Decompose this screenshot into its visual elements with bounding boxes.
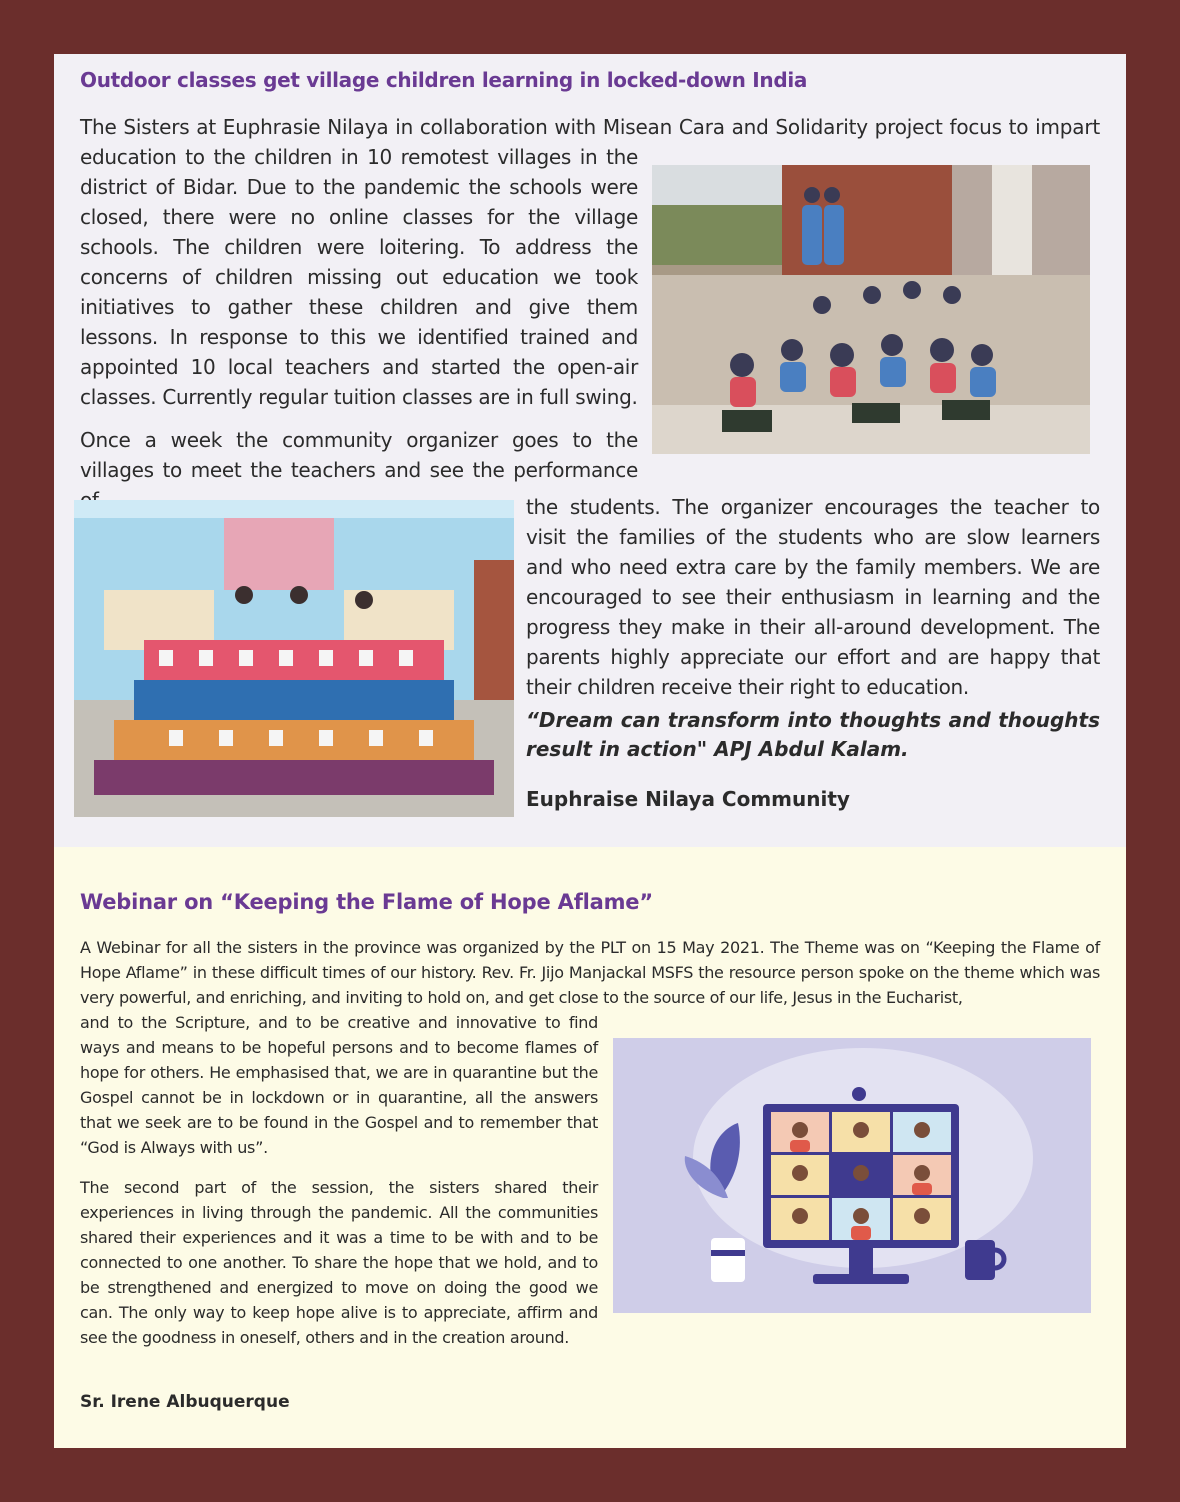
signature: Euphraise Nilaya Community <box>526 787 850 811</box>
paragraph: The second part of the session, the sisters shared their experiences in living through the pandemic. All the communities shared their experiences and it was a time to be with and to be connected to one another. To share the hope that we hold, and to be strengthened and energized to move on doing the good we can. The only way to keep hope alive is to appreciate, affirm and see the goodness in oneself, others and in the creation around. <box>80 1178 598 1347</box>
photo-outdoor-class <box>652 165 1090 454</box>
paragraph: education to the children in 10 remotest villages in the district of Bidar. Due to the pandemic the schools were closed, there were no online classes for the village schools. The children were loitering. To address the concerns of children missing out education we took initiatives to gather these children and give them lessons. In response to this we identified trained and appointed 10 local teachers and started the open-air classes. Currently regular tuition classes are in full swing. <box>80 145 638 409</box>
article-title: Outdoor classes get village children learning in locked-down India <box>80 68 808 92</box>
article-intro-line <box>80 112 1100 142</box>
paragraph: A Webinar for all the sisters in the province was organized by the PLT on 15 May 2021. The Theme was on “Keeping the Flame of Hope Aflame” in these difficult times of our history. Rev. Fr. Jijo Manjackal MSFS the resource person spoke on the theme which was very powerful, and enriching, and inviting to hold on, and get close to the source of our life, Jesus in the Eucharist, <box>80 938 1100 1007</box>
article-right-column <box>526 492 1100 702</box>
photo-group-students <box>74 500 514 817</box>
article-left-column <box>80 142 638 528</box>
paragraph: and to the Scripture, and to be creative and innovative to find ways and means to be hopeful persons and to become flames of hope for others. He emphasised that, we are in quarantine but the Gospel cannot be in lockdown or in quarantine, all the answers that we seek are to be found in the Gospel and to remember that “God is Always with us”. <box>80 1013 598 1157</box>
article-outdoor-classes <box>54 54 1126 847</box>
paragraph: the students. The organizer encourages the teacher to visit the families of the students who are slow learners and who need extra care by the family members. We are encouraged to see their enthusiasm in learning and the progress they make in their all-around development. The parents highly appreciate our effort and are happy that their children receive their right to education. <box>526 495 1100 699</box>
paragraph: Once a week the community organizer goes to the villages to meet the teachers and see the performance <box>80 428 638 482</box>
illustration-video-call <box>613 1038 1091 1313</box>
paragraph-line: The Sisters at Euphrasie Nilaya in collaboration with Misean Cara and Solidarity project focus to impart <box>80 115 1100 139</box>
signature: Sr. Irene Albuquerque <box>80 1392 290 1412</box>
article-webinar <box>54 847 1126 1448</box>
article-title: Webinar on “Keeping the Flame of Hope Aflame” <box>80 890 653 914</box>
article-left-column <box>80 1010 598 1365</box>
quote: “Dream can transform into thoughts and thoughts result in action" APJ Abdul Kalam. <box>526 708 1100 761</box>
